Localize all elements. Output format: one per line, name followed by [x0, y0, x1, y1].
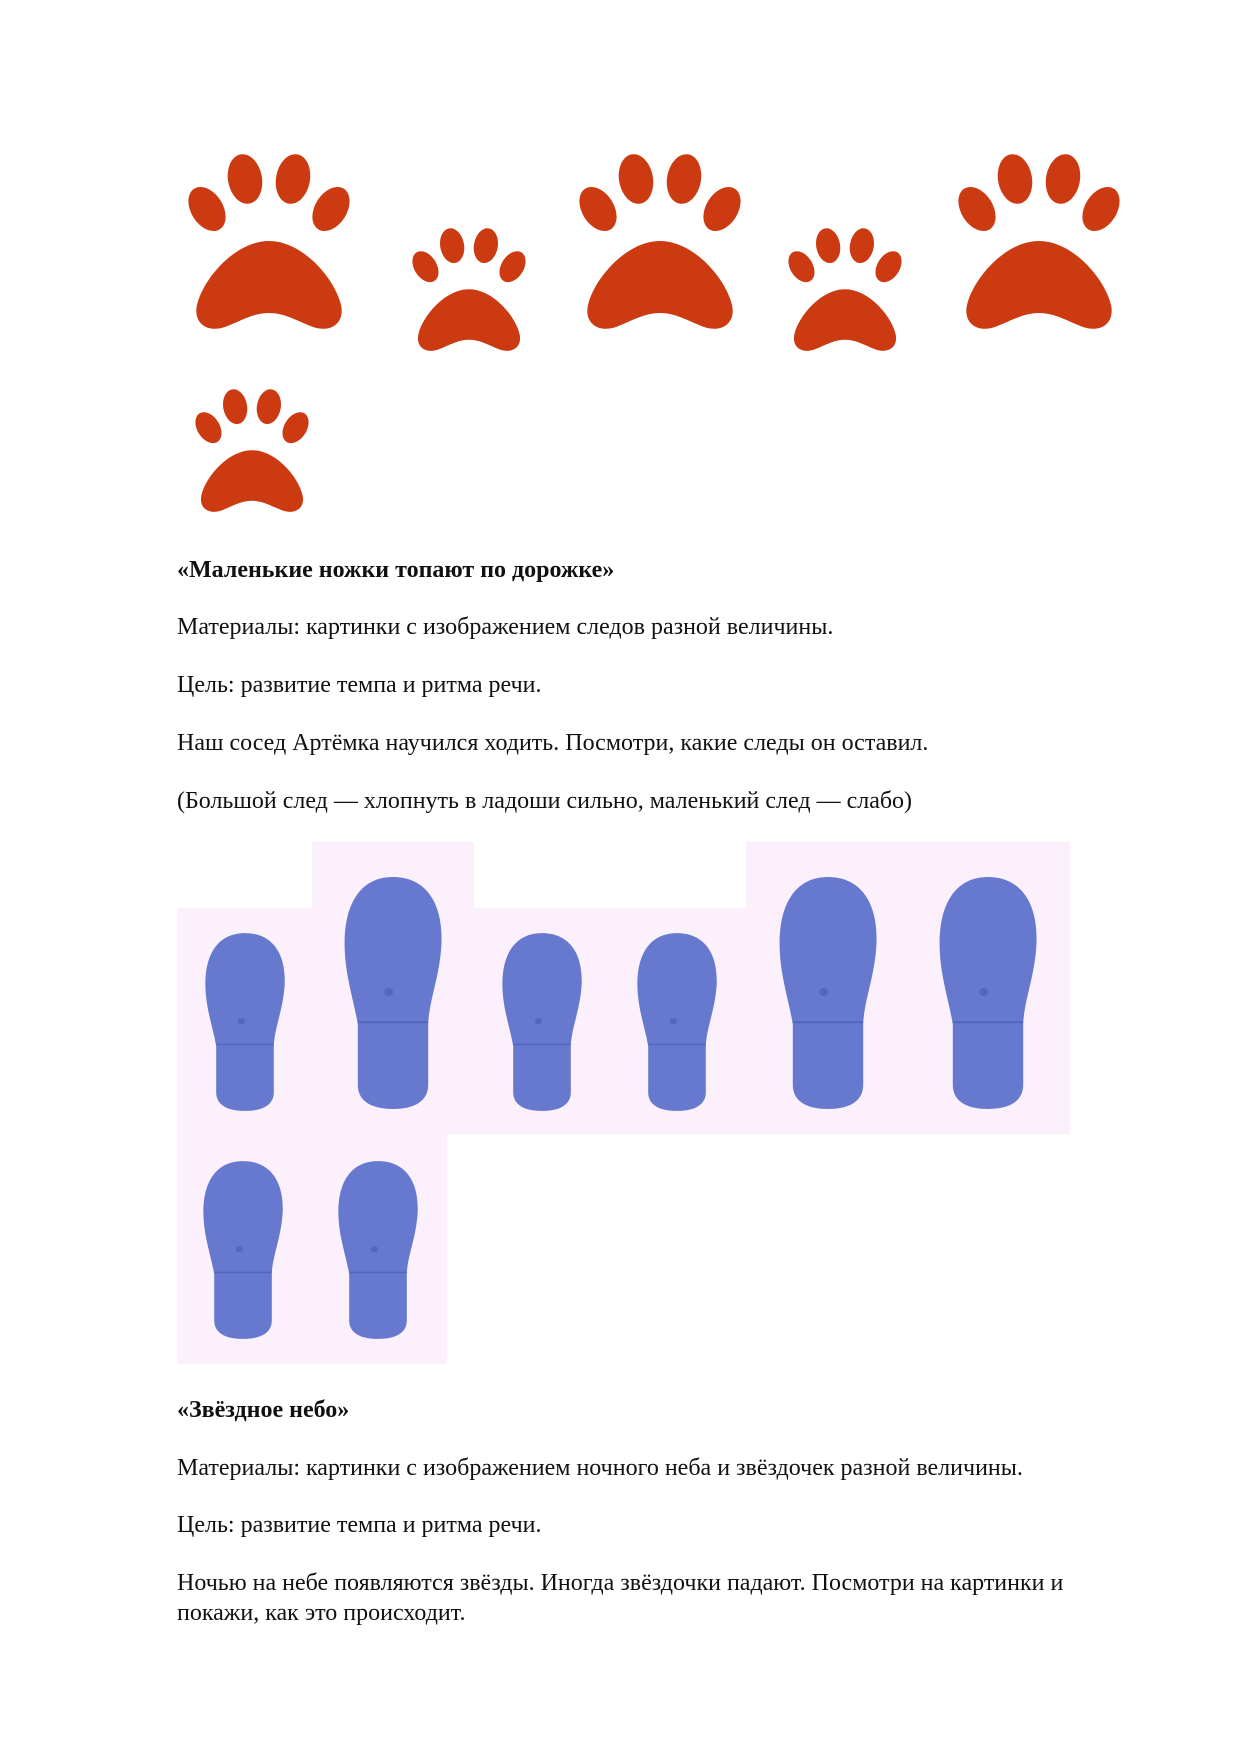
materials-text: Материалы: картинки с изображением ночного неба и звёздочек разной величины. — [177, 1455, 1023, 1481]
section-title: «Звёздное небо» — [177, 1397, 350, 1423]
shoe-sole-icon — [773, 873, 883, 1113]
paw-print-icon — [786, 227, 904, 357]
goal-text: Цель: развитие темпа и ритма речи. — [177, 672, 542, 698]
story-text: Наш сосед Артёмка научился ходить. Посмотри, какие следы он оставил. — [177, 730, 929, 756]
shoe-sole-icon — [632, 930, 722, 1114]
paw-print-icon — [410, 227, 528, 357]
story-text: Ночью на небе появляются звёзды. Иногда звёздочки падают. Посмотри на картинки и покажи, как это происходит. — [177, 1570, 1064, 1626]
paw-print-icon — [185, 150, 353, 340]
instruction-text: (Большой след — хлопнуть в ладоши сильно, маленький след — слабо) — [177, 788, 913, 814]
paw-print-icon — [576, 150, 744, 340]
shoe-sole-icon — [338, 873, 448, 1113]
materials-text: Материалы: картинки с изображением следов разной величины. — [177, 614, 834, 640]
section-title: «Маленькие ножки топают по дорожке» — [177, 557, 615, 583]
paw-print-icon — [193, 388, 311, 518]
shoe-sole-icon — [933, 873, 1043, 1113]
goal-text: Цель: развитие темпа и ритма речи. — [177, 1512, 542, 1538]
shoe-sole-icon — [200, 930, 290, 1114]
shoe-sole-icon — [333, 1158, 423, 1342]
paw-print-icon — [955, 150, 1123, 340]
shoe-sole-icon — [497, 930, 587, 1114]
shoe-sole-icon — [198, 1158, 288, 1342]
